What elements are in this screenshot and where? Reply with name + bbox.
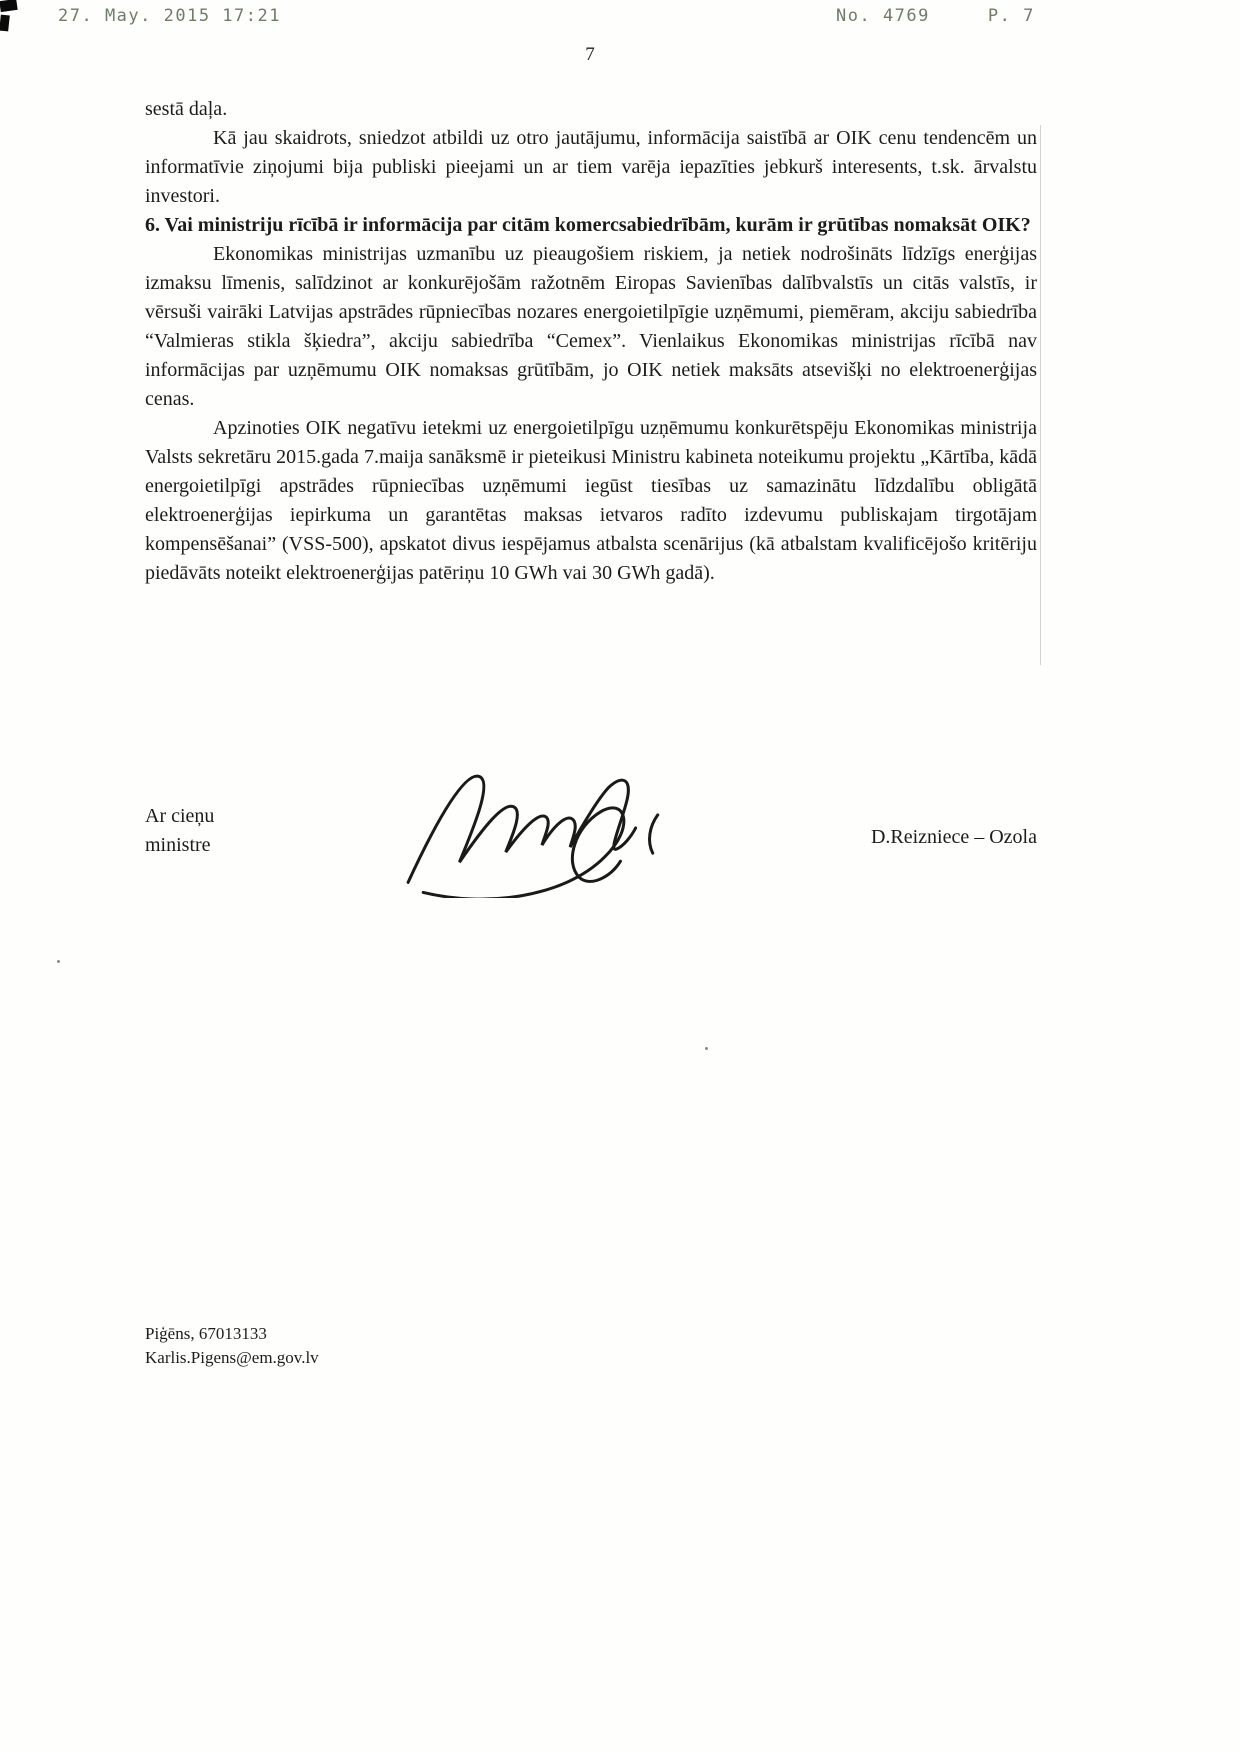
fax-number: No. 4769 (836, 6, 930, 26)
fax-page: P. 7 (987, 6, 1035, 26)
salutation-text: Ar cieņu (145, 805, 215, 827)
footer-contact-block (145, 1322, 319, 1370)
handwritten-signature (393, 756, 695, 898)
scan-speck (705, 1047, 708, 1050)
question-heading: 6. Vai ministriju rīcībā ir informācija par citām komercsabiedrībām, kurām ir grūtības nomaksāt OIK? (145, 214, 1031, 236)
fax-datetime: 27. May. 2015 17:21 (58, 6, 281, 26)
signer-name: D.Reizniece – Ozola (870, 826, 1037, 848)
paragraph: Ekonomikas ministrijas uzmanību uz pieaugošiem riskiem, ja netiek nodrošināts līdzīgs enerģijas izmaksu līmenis, salīdzinot ar konkurējošām ražotnēm Eiropas Savienības dalībvalstīs un citās valstīs, ir vērsuši vairāki Latvijas apstrādes rūpniecības nozares energoietilpīgie uzņēmumi, piemēram, akciju sabiedrība “Valmieras stikla šķiedra”, akciju sabiedrība “Cemex”. Vienlaikus Ekonomikas ministrijas rīcībā nav informācijas par uzņēmumu OIK nomaksas grūtībām, jo OIK netiek maksāts atsevišķi no elektroenerģijas cenas. (145, 243, 1037, 410)
contact-name-phone: Piģēns, 67013133 (145, 1324, 267, 1343)
section-heading: sestā daļa. (145, 98, 228, 120)
scan-edge-line (1040, 125, 1041, 665)
fax-header-right (836, 6, 1035, 26)
scan-artifact (0, 0, 18, 12)
scan-speck (57, 960, 60, 963)
contact-email: Karlis.Pigens@em.gov.lv (145, 1348, 319, 1367)
document-body (145, 95, 1037, 588)
paragraph: Kā jau skaidrots, sniedzot atbildi uz otro jautājumu, informācija saistībā ar OIK cenu tendencēm un informatīvie ziņojumi bija publiski pieejami un ar tiem varēja iepazīties jebkurš interesents, t.sk. ārvalstu investori. (145, 127, 1037, 207)
page-number: 7 (585, 44, 595, 65)
scan-artifact (0, 15, 10, 32)
closing-salutation (145, 802, 214, 860)
paragraph: Apzinoties OIK negatīvu ietekmi uz energoietilpīgu uzņēmumu konkurētspēju Ekonomikas ministrija Valsts sekretāru 2015.gada 7.maija sanāksmē ir pieteikusi Ministru kabineta noteikumu projektu „Kārtība, kādā energoietilpīgi apstrādes rūpniecības uzņēmumi iegūst tiesības uz samazinātu līdzdalību obligātā elektroenerģijas iepirkuma un garantētas maksas ietvaros radīto izdevumu publiskajam tirgotājam kompensēšanai” (VSS-500), apskatot divus iespējamus atbalsta scenārijus (kā atbalstam kvalificējošo kritēriju piedāvāts noteikt elektroenerģijas patēriņu 10 GWh vai 30 GWh gadā). (145, 417, 1037, 584)
signer-title: ministre (145, 834, 211, 856)
